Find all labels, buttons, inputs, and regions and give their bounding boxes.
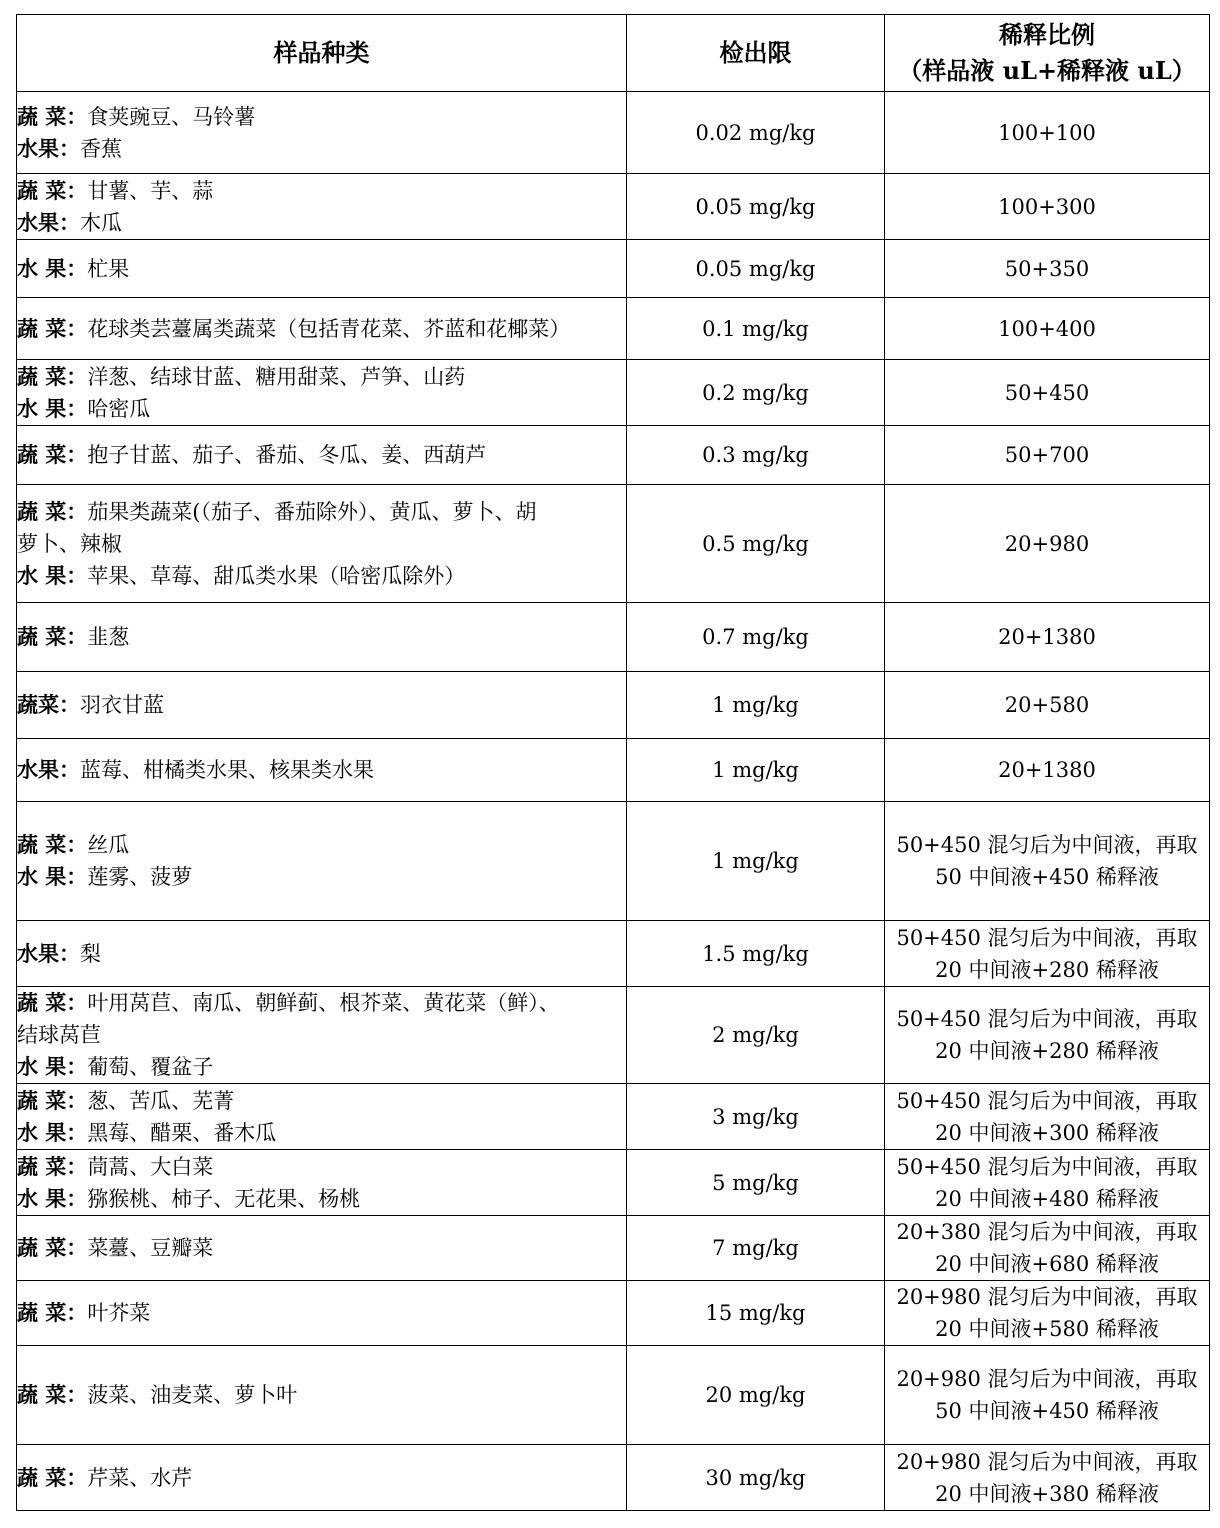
header-dilution-title: 稀释比例 (999, 20, 1095, 49)
category-text: 丝瓜 (87, 833, 130, 857)
dilution-ratio-cell (885, 298, 1210, 360)
dilution-step-2: 50 中间液+450 稀释液 (935, 865, 1159, 889)
category-text: 菜薹、豆瓣菜 (87, 1236, 214, 1260)
dilution-ratio-cell (885, 360, 1210, 426)
table-row (17, 485, 1210, 603)
header-dilution-subtitle: （样品液 uL+稀释液 uL） (898, 56, 1196, 85)
dilution-ratio-cell (885, 987, 1210, 1084)
category-label: 蔬 菜： (17, 1235, 88, 1260)
detection-limit-cell: 20 mg/kg (627, 1346, 885, 1445)
table-row (17, 672, 1210, 739)
category-label: 蔬 菜： (17, 832, 88, 857)
category-line (17, 175, 626, 207)
dilution-step-1: 20+980 混匀后为中间液，再取 (896, 1449, 1198, 1474)
category-line (17, 1379, 626, 1411)
header-category: 样品种类 (17, 15, 627, 92)
detection-limit-cell: 3 mg/kg (627, 1084, 885, 1150)
category-line (17, 1085, 626, 1117)
detection-limit-cell: 0.2 mg/kg (627, 360, 885, 426)
dilution-step-2: 20 中间液+300 稀释液 (935, 1120, 1159, 1145)
category-label: 水 果： (17, 1054, 88, 1079)
category-line (17, 621, 626, 653)
category-label: 水果： (17, 209, 80, 235)
detection-limit-cell: 1 mg/kg (627, 802, 885, 921)
category-cell (17, 987, 627, 1084)
category-cell (17, 1346, 627, 1445)
dilution-step-2: 20 中间液+280 稀释液 (935, 957, 1159, 982)
category-line (17, 313, 626, 345)
category-text: 抱子甘蓝、茄子、番茄、冬瓜、姜、西葫芦 (87, 443, 487, 467)
category-line (17, 754, 626, 786)
table-row (17, 987, 1210, 1084)
dilution-step-2: 20 中间液+380 稀释液 (935, 1481, 1159, 1506)
category-text: 芹菜、水芹 (87, 1465, 193, 1490)
category-cell (17, 298, 627, 360)
dilution-step-1: 100+300 (998, 194, 1096, 219)
dilution-step-1: 20+980 混匀后为中间液，再取 (896, 1285, 1198, 1309)
dilution-ratio-cell (885, 672, 1210, 739)
category-cell (17, 739, 627, 802)
category-cell (17, 485, 627, 603)
dilution-step-1: 20+980 (1004, 531, 1090, 556)
detection-limit-cell: 1 mg/kg (627, 739, 885, 802)
category-text: 甘薯、芋、蒜 (87, 178, 214, 203)
category-text: 莲雾、菠萝 (87, 865, 193, 889)
category-label: 水 果： (17, 255, 88, 281)
table-row (17, 92, 1210, 174)
category-cell (17, 603, 627, 672)
table-row (17, 1445, 1210, 1511)
category-line (17, 1151, 626, 1183)
category-line (17, 1297, 626, 1329)
detection-limit-cell: 0.05 mg/kg (627, 240, 885, 298)
table-row (17, 739, 1210, 802)
table-row (17, 921, 1210, 987)
dilution-ratio-cell (885, 426, 1210, 485)
category-label: 水 果： (17, 1185, 88, 1211)
table-row (17, 240, 1210, 298)
category-line (17, 829, 626, 861)
category-text: 葱、苦瓜、芜菁 (87, 1088, 235, 1113)
category-line (17, 439, 626, 471)
category-text: 蓝莓、柑橘类水果、核果类水果 (80, 758, 374, 782)
dilution-step-2: 20 中间液+280 稀释液 (935, 1039, 1159, 1063)
detection-limit-cell: 2 mg/kg (627, 987, 885, 1084)
dilution-ratio-cell (885, 1216, 1210, 1281)
category-cell (17, 672, 627, 739)
category-line (17, 938, 626, 970)
dilution-step-1: 50+450 混匀后为中间液，再取 (896, 1088, 1198, 1113)
category-text: 韭葱 (87, 625, 130, 649)
detection-limit-cell: 0.05 mg/kg (627, 174, 885, 240)
table-row (17, 1150, 1210, 1216)
dilution-step-2: 20 中间液+480 稀释液 (935, 1186, 1159, 1211)
category-label: 蔬 菜： (17, 1382, 88, 1407)
dilution-ratio-cell (885, 1281, 1210, 1346)
category-line (17, 689, 626, 721)
category-label: 水 果： (17, 395, 88, 421)
category-label: 水 果： (17, 1119, 88, 1145)
detection-limit-cell: 30 mg/kg (627, 1445, 885, 1511)
category-line (17, 528, 626, 560)
dilution-ratio-cell (885, 1150, 1210, 1216)
table-row (17, 603, 1210, 672)
dilution-ratio-cell (885, 1445, 1210, 1511)
category-cell (17, 1084, 627, 1150)
dilution-ratio-cell (885, 1346, 1210, 1445)
category-text: 茄果类蔬菜(（茄子、番茄除外）、黄瓜、萝卜、胡 (87, 499, 537, 524)
table-row (17, 360, 1210, 426)
dilution-ratio-cell (885, 174, 1210, 240)
header-limit: 检出限 (627, 15, 885, 92)
detection-limit-cell: 1.5 mg/kg (627, 921, 885, 987)
dilution-step-2: 20 中间液+580 稀释液 (935, 1317, 1159, 1341)
category-text: 茼蒿、大白菜 (87, 1154, 214, 1179)
table-row (17, 174, 1210, 240)
category-label: 水 果： (17, 562, 88, 588)
category-label: 蔬 菜： (17, 1153, 88, 1179)
category-line (17, 1019, 626, 1051)
detection-limit-cell: 0.3 mg/kg (627, 426, 885, 485)
table-row (17, 1281, 1210, 1346)
category-text: 结球莴苣 (17, 1023, 101, 1047)
category-label: 蔬 菜： (17, 498, 88, 524)
category-line (17, 253, 626, 285)
detection-limit-cell: 0.5 mg/kg (627, 485, 885, 603)
dilution-step-2: 50 中间液+450 稀释液 (935, 1399, 1159, 1423)
dilution-step-1: 50+700 (1004, 443, 1090, 467)
detection-limit-cell: 15 mg/kg (627, 1281, 885, 1346)
dilution-ratio-cell (885, 1084, 1210, 1150)
category-text: 葡萄、覆盆子 (87, 1055, 214, 1079)
category-text: 叶用莴苣、南瓜、朝鲜蓟、根芥菜、黄花菜（鲜）、 (87, 991, 560, 1015)
category-cell (17, 426, 627, 485)
category-cell (17, 360, 627, 426)
category-cell (17, 240, 627, 298)
table-header-row (17, 15, 1210, 92)
category-label: 水果： (17, 757, 80, 782)
table-row (17, 1216, 1210, 1281)
dilution-ratio-cell (885, 802, 1210, 921)
category-line (17, 393, 626, 425)
category-line (17, 560, 626, 592)
detection-limit-cell: 0.02 mg/kg (627, 92, 885, 174)
category-label: 蔬 菜： (17, 103, 88, 129)
category-line (17, 1462, 626, 1494)
category-line (17, 361, 626, 393)
category-label: 蔬菜： (17, 692, 80, 717)
category-cell (17, 1445, 627, 1511)
category-cell (17, 921, 627, 987)
dilution-step-1: 20+980 混匀后为中间液，再取 (896, 1367, 1198, 1391)
header-dilution (885, 15, 1210, 92)
dilution-step-1: 100+400 (998, 316, 1096, 341)
category-text: 木瓜 (80, 210, 122, 235)
detection-limit-cell: 1 mg/kg (627, 672, 885, 739)
dilution-step-1: 50+450 混匀后为中间液，再取 (896, 925, 1198, 950)
dilution-step-1: 20+580 (1004, 693, 1090, 717)
category-label: 蔬 菜： (17, 363, 88, 389)
category-text: 萝卜、辣椒 (17, 531, 122, 556)
dilution-step-1: 50+450 (1004, 380, 1090, 405)
category-label: 水果： (17, 135, 80, 161)
category-line (17, 207, 626, 239)
category-text: 梨 (80, 941, 101, 966)
category-line (17, 861, 626, 893)
category-label: 蔬 菜： (17, 624, 88, 649)
category-text: 花球类芸薹属类蔬菜（包括青花菜、芥蓝和花椰菜） (87, 316, 571, 341)
category-label: 蔬 菜： (17, 177, 88, 203)
dilution-step-1: 20+380 混匀后为中间液，再取 (896, 1220, 1198, 1244)
category-cell (17, 1281, 627, 1346)
category-cell (17, 1150, 627, 1216)
dilution-step-1: 50+450 混匀后为中间液，再取 (896, 1007, 1198, 1031)
category-text: 叶芥菜 (87, 1301, 151, 1325)
category-cell (17, 1216, 627, 1281)
dilution-step-1: 20+1380 (998, 625, 1096, 649)
category-label: 水 果： (17, 864, 88, 889)
table-row (17, 802, 1210, 921)
category-line (17, 133, 626, 165)
table-row (17, 1346, 1210, 1445)
table-row (17, 426, 1210, 485)
dilution-ratio-cell (885, 921, 1210, 987)
category-cell (17, 802, 627, 921)
category-label: 蔬 菜： (17, 990, 88, 1015)
detection-limit-cell: 0.7 mg/kg (627, 603, 885, 672)
dilution-step-1: 50+450 混匀后为中间液，再取 (896, 833, 1198, 857)
category-text: 苹果、草莓、甜瓜类水果（哈密瓜除外） (87, 563, 466, 588)
category-line (17, 987, 626, 1019)
detection-limit-cell: 7 mg/kg (627, 1216, 885, 1281)
category-text: 猕猴桃、柿子、无花果、杨桃 (87, 1186, 361, 1211)
category-text: 洋葱、结球甘蓝、糖用甜菜、芦笋、山药 (87, 364, 466, 389)
category-line (17, 1232, 626, 1264)
category-label: 蔬 菜： (17, 442, 88, 467)
category-text: 香蕉 (80, 136, 122, 161)
category-line (17, 1051, 626, 1083)
detection-limit-cell: 0.1 mg/kg (627, 298, 885, 360)
category-label: 蔬 菜： (17, 315, 88, 341)
dilution-ratio-cell (885, 92, 1210, 174)
dilution-ratio-cell (885, 739, 1210, 802)
dilution-ratio-cell (885, 485, 1210, 603)
category-text: 食荚豌豆、马铃薯 (87, 104, 256, 129)
dilution-table (16, 14, 1210, 1511)
table-row (17, 1084, 1210, 1150)
category-cell (17, 92, 627, 174)
table-row (17, 298, 1210, 360)
detection-limit-cell: 5 mg/kg (627, 1150, 885, 1216)
dilution-ratio-cell (885, 603, 1210, 672)
category-text: 羽衣甘蓝 (80, 693, 164, 717)
category-line (17, 1117, 626, 1149)
dilution-step-1: 50+350 (1004, 256, 1090, 281)
category-label: 蔬 菜： (17, 1087, 88, 1113)
dilution-step-1: 50+450 混匀后为中间液，再取 (896, 1154, 1198, 1179)
category-text: 哈密瓜 (87, 396, 151, 421)
category-text: 杧果 (87, 256, 130, 281)
dilution-ratio-cell (885, 240, 1210, 298)
category-label: 水果： (17, 940, 80, 966)
dilution-step-1: 100+100 (998, 120, 1096, 145)
category-line (17, 101, 626, 133)
category-cell (17, 174, 627, 240)
table-body (17, 92, 1210, 1511)
category-text: 黑莓、醋栗、番木瓜 (87, 1120, 277, 1145)
dilution-step-1: 20+1380 (998, 758, 1096, 782)
category-line (17, 1183, 626, 1215)
category-line (17, 496, 626, 528)
category-text: 菠菜、油麦菜、萝卜叶 (87, 1383, 298, 1407)
category-label: 蔬 菜： (17, 1300, 88, 1325)
category-label: 蔬 菜： (17, 1464, 88, 1490)
dilution-step-2: 20 中间液+680 稀释液 (935, 1252, 1159, 1276)
